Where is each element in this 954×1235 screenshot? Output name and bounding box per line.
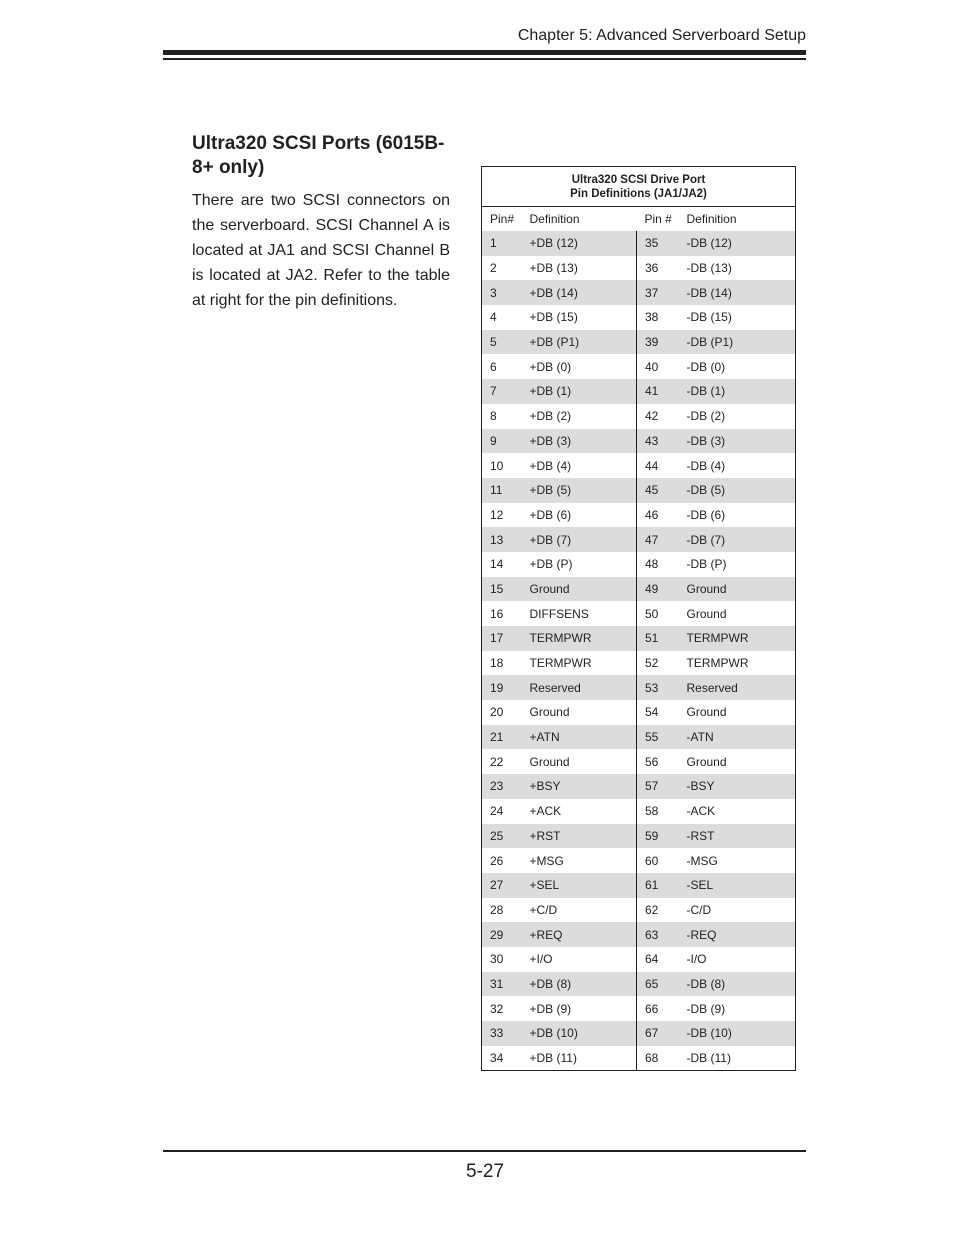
table-row bbox=[482, 280, 796, 305]
pin-cell: 10 bbox=[490, 458, 504, 473]
definition-cell: Reserved bbox=[526, 675, 637, 700]
table-row bbox=[482, 996, 796, 1021]
pin-cell-2: 50 bbox=[637, 601, 683, 626]
pin-cell-2: 64 bbox=[637, 947, 683, 972]
pin-rows bbox=[482, 231, 796, 1071]
definition-cell: +DB (10) bbox=[526, 1021, 637, 1046]
definition-cell-2: -DB (P1) bbox=[683, 330, 796, 355]
definition-cell-2: -SEL bbox=[683, 873, 796, 898]
table-row bbox=[482, 873, 796, 898]
definition-cell-2: -DB (0) bbox=[686, 359, 726, 374]
definition-cell-2: -DB (12) bbox=[683, 231, 796, 256]
pin-cell: 27 bbox=[482, 873, 526, 898]
pin-cell: 1 bbox=[482, 231, 526, 256]
table-row bbox=[482, 305, 796, 330]
definition-cell: +DB (P) bbox=[529, 557, 573, 572]
pin-cell: 29 bbox=[482, 922, 526, 947]
definition-cell: +SEL bbox=[526, 873, 637, 898]
definition-cell-2: -I/O bbox=[686, 952, 707, 967]
pin-cell-2: 41 bbox=[637, 379, 683, 404]
definition-cell-2: -DB (7) bbox=[683, 527, 796, 552]
definition-cell-2: Ground bbox=[686, 705, 727, 720]
pin-cell-2: 40 bbox=[637, 354, 683, 379]
definition-cell: +DB (5) bbox=[526, 478, 637, 503]
definition-cell-2: -REQ bbox=[683, 922, 796, 947]
pin-cell-2: 47 bbox=[637, 527, 683, 552]
footer-rule bbox=[163, 1150, 806, 1152]
pin-cell-2: 48 bbox=[637, 552, 683, 577]
definition-cell: +C/D bbox=[529, 902, 558, 917]
pin-cell: 25 bbox=[482, 824, 526, 849]
definition-cell: +BSY bbox=[526, 774, 637, 799]
pin-cell: 4 bbox=[490, 310, 497, 325]
definition-cell: +MSG bbox=[529, 853, 564, 868]
col-header-pin: Pin# bbox=[490, 212, 515, 226]
table-row bbox=[482, 256, 796, 281]
pin-cell-2: 63 bbox=[637, 922, 683, 947]
table-row bbox=[482, 651, 796, 676]
pin-cell-2: 46 bbox=[637, 503, 683, 528]
definition-cell-2: -MSG bbox=[686, 853, 718, 868]
table-row bbox=[482, 1046, 796, 1071]
pin-cell: 31 bbox=[482, 972, 526, 997]
definition-cell-2: -DB (14) bbox=[683, 280, 796, 305]
pin-cell-2: 65 bbox=[637, 972, 683, 997]
pin-cell-2: 43 bbox=[637, 429, 683, 454]
definition-cell: +DB (4) bbox=[529, 458, 572, 473]
definition-cell: +DB (2) bbox=[529, 409, 572, 424]
pin-cell: 20 bbox=[490, 705, 504, 720]
definition-cell: +DB (8) bbox=[526, 972, 637, 997]
table-row bbox=[482, 626, 796, 651]
definition-cell: +REQ bbox=[526, 922, 637, 947]
pin-cell-2: 68 bbox=[637, 1046, 683, 1071]
col-header-definition: Definition bbox=[529, 212, 580, 226]
pin-cell-2: 38 bbox=[637, 305, 683, 330]
pin-cell: 24 bbox=[490, 804, 504, 819]
pin-cell: 12 bbox=[490, 507, 504, 522]
pin-cell: 17 bbox=[482, 626, 526, 651]
pin-cell-2: 49 bbox=[637, 577, 683, 602]
definition-cell-2: -C/D bbox=[686, 902, 712, 917]
definition-cell-2: Reserved bbox=[683, 675, 796, 700]
definition-cell: +I/O bbox=[529, 952, 553, 967]
pin-definition-table bbox=[481, 166, 796, 1071]
pin-cell-2: 42 bbox=[637, 404, 683, 429]
definition-cell: +DB (7) bbox=[526, 527, 637, 552]
pin-cell: 34 bbox=[490, 1051, 504, 1066]
definition-cell-2: -DB (8) bbox=[683, 972, 796, 997]
definition-cell: +DB (13) bbox=[529, 261, 578, 276]
pin-cell: 3 bbox=[482, 280, 526, 305]
table-title-row bbox=[482, 167, 796, 207]
pin-cell-2: 67 bbox=[637, 1021, 683, 1046]
pin-cell: 21 bbox=[482, 725, 526, 750]
pin-cell: 33 bbox=[482, 1021, 526, 1046]
pin-cell-2: 51 bbox=[637, 626, 683, 651]
definition-cell-2: -DB (13) bbox=[686, 261, 732, 276]
definition-cell: +DB (P1) bbox=[526, 330, 637, 355]
table-row bbox=[482, 700, 796, 725]
pin-cell-2: 55 bbox=[637, 725, 683, 750]
definition-cell-2: Ground bbox=[686, 754, 727, 769]
pin-cell: 15 bbox=[482, 577, 526, 602]
definition-cell: +RST bbox=[526, 824, 637, 849]
definition-cell-2: -DB (10) bbox=[683, 1021, 796, 1046]
definition-cell: +DB (1) bbox=[526, 379, 637, 404]
definition-cell: TERMPWR bbox=[529, 656, 592, 671]
definition-cell: +DB (12) bbox=[526, 231, 637, 256]
definition-cell-2: -DB (15) bbox=[686, 310, 732, 325]
column-header-row bbox=[482, 207, 796, 232]
pin-cell-2: 56 bbox=[637, 749, 683, 774]
section-body: There are two SCSI connectors on the serverboard. SCSI Channel A is located at JA1 and SCSI Channel B is located at JA2. Refer to the table at right for the pin definitions. bbox=[192, 192, 450, 309]
definition-cell-2: -ACK bbox=[686, 804, 716, 819]
table-row bbox=[482, 1021, 796, 1046]
definition-cell-2: -BSY bbox=[683, 774, 796, 799]
pin-cell: 23 bbox=[482, 774, 526, 799]
table-row bbox=[482, 675, 796, 700]
pin-cell: 11 bbox=[482, 478, 526, 503]
table-row bbox=[482, 354, 796, 379]
pin-cell: 32 bbox=[490, 1001, 504, 1016]
pin-cell: 26 bbox=[490, 853, 504, 868]
pin-cell-2: 35 bbox=[637, 231, 683, 256]
definition-cell-2: TERMPWR bbox=[683, 626, 796, 651]
table-row bbox=[482, 922, 796, 947]
definition-cell: +DB (14) bbox=[526, 280, 637, 305]
definition-cell: +DB (15) bbox=[529, 310, 578, 325]
table-row bbox=[482, 231, 796, 256]
pin-cell: 30 bbox=[490, 952, 504, 967]
section-title: Ultra320 SCSI Ports (6015B-8+ only) bbox=[192, 133, 445, 178]
table-row bbox=[482, 799, 796, 824]
pin-cell: 19 bbox=[482, 675, 526, 700]
table-row bbox=[482, 577, 796, 602]
header-rule-thick bbox=[163, 50, 806, 55]
pin-cell-2: 57 bbox=[637, 774, 683, 799]
table-row bbox=[482, 848, 796, 873]
pin-cell: 22 bbox=[490, 754, 504, 769]
pin-cell-2: 54 bbox=[637, 700, 683, 725]
col-header-definition-2: Definition bbox=[686, 212, 737, 226]
pin-cell: 7 bbox=[482, 379, 526, 404]
definition-cell: +ATN bbox=[526, 725, 637, 750]
definition-cell: +DB (11) bbox=[529, 1051, 577, 1066]
table-row bbox=[482, 601, 796, 626]
pin-cell-2: 37 bbox=[637, 280, 683, 305]
pin-cell-2: 44 bbox=[637, 453, 683, 478]
pin-cell: 16 bbox=[490, 606, 504, 621]
definition-cell-2: -DB (2) bbox=[686, 409, 726, 424]
definition-cell: +DB (6) bbox=[529, 507, 572, 522]
table-row bbox=[482, 527, 796, 552]
pin-cell-2: 61 bbox=[637, 873, 683, 898]
definition-cell: Ground bbox=[529, 705, 570, 720]
table-row bbox=[482, 330, 796, 355]
pin-cell: 9 bbox=[482, 429, 526, 454]
chapter-header: Chapter 5: Advanced Serverboard Setup bbox=[517, 27, 806, 44]
table-row bbox=[482, 503, 796, 528]
definition-cell: +DB (3) bbox=[526, 429, 637, 454]
pin-cell: 8 bbox=[490, 409, 497, 424]
table-row bbox=[482, 478, 796, 503]
pin-cell-2: 59 bbox=[637, 824, 683, 849]
table-row bbox=[482, 824, 796, 849]
definition-cell: +DB (0) bbox=[529, 359, 572, 374]
definition-cell: Ground bbox=[529, 754, 570, 769]
definition-cell-2: Ground bbox=[686, 606, 727, 621]
table-row bbox=[482, 429, 796, 454]
pin-cell-2: 62 bbox=[637, 898, 683, 923]
header-rule-thin bbox=[163, 58, 806, 60]
definition-cell: DIFFSENS bbox=[529, 606, 589, 621]
pin-cell-2: 39 bbox=[637, 330, 683, 355]
definition-cell-2: -DB (9) bbox=[686, 1001, 726, 1016]
definition-cell-2: -RST bbox=[683, 824, 796, 849]
pin-cell-2: 60 bbox=[637, 848, 683, 873]
table-row bbox=[482, 453, 796, 478]
definition-cell-2: Ground bbox=[683, 577, 796, 602]
table-title-line1: Ultra320 SCSI Drive Port bbox=[571, 173, 706, 186]
definition-cell-2: -DB (P) bbox=[686, 557, 727, 572]
table-row bbox=[482, 404, 796, 429]
definition-cell-2: -DB (5) bbox=[683, 478, 796, 503]
table-row bbox=[482, 774, 796, 799]
definition-cell-2: -DB (3) bbox=[683, 429, 796, 454]
pin-cell-2: 52 bbox=[637, 651, 683, 676]
pin-cell-2: 58 bbox=[637, 799, 683, 824]
table-row bbox=[482, 749, 796, 774]
definition-cell-2: -DB (4) bbox=[686, 458, 726, 473]
definition-cell-2: -ATN bbox=[683, 725, 796, 750]
definition-cell-2: -DB (1) bbox=[683, 379, 796, 404]
pin-cell: 6 bbox=[490, 359, 497, 374]
definition-cell-2: TERMPWR bbox=[686, 656, 749, 671]
page-number: 5-27 bbox=[465, 1161, 505, 1182]
table-row bbox=[482, 552, 796, 577]
pin-cell: 14 bbox=[490, 557, 504, 572]
table-row bbox=[482, 725, 796, 750]
definition-cell-2: -DB (6) bbox=[686, 507, 726, 522]
pin-cell: 18 bbox=[490, 656, 504, 671]
col-header-pin-2: Pin # bbox=[644, 212, 672, 226]
definition-cell-2: -DB (11) bbox=[686, 1051, 731, 1066]
pin-cell-2: 66 bbox=[637, 996, 683, 1021]
pin-cell: 28 bbox=[490, 902, 504, 917]
table-row bbox=[482, 947, 796, 972]
pin-cell-2: 36 bbox=[637, 256, 683, 281]
table-row bbox=[482, 972, 796, 997]
definition-cell: +DB (9) bbox=[529, 1001, 572, 1016]
pin-cell: 2 bbox=[490, 261, 497, 276]
definition-cell: +ACK bbox=[529, 804, 562, 819]
definition-cell: Ground bbox=[526, 577, 637, 602]
table-row bbox=[482, 898, 796, 923]
definition-cell: TERMPWR bbox=[526, 626, 637, 651]
pin-cell-2: 53 bbox=[637, 675, 683, 700]
pin-cell-2: 45 bbox=[637, 478, 683, 503]
table-title bbox=[482, 167, 796, 207]
table-row bbox=[482, 379, 796, 404]
table-title-line2: Pin Definitions (JA1/JA2) bbox=[570, 187, 707, 200]
pin-cell: 13 bbox=[482, 527, 526, 552]
pin-cell: 5 bbox=[482, 330, 526, 355]
